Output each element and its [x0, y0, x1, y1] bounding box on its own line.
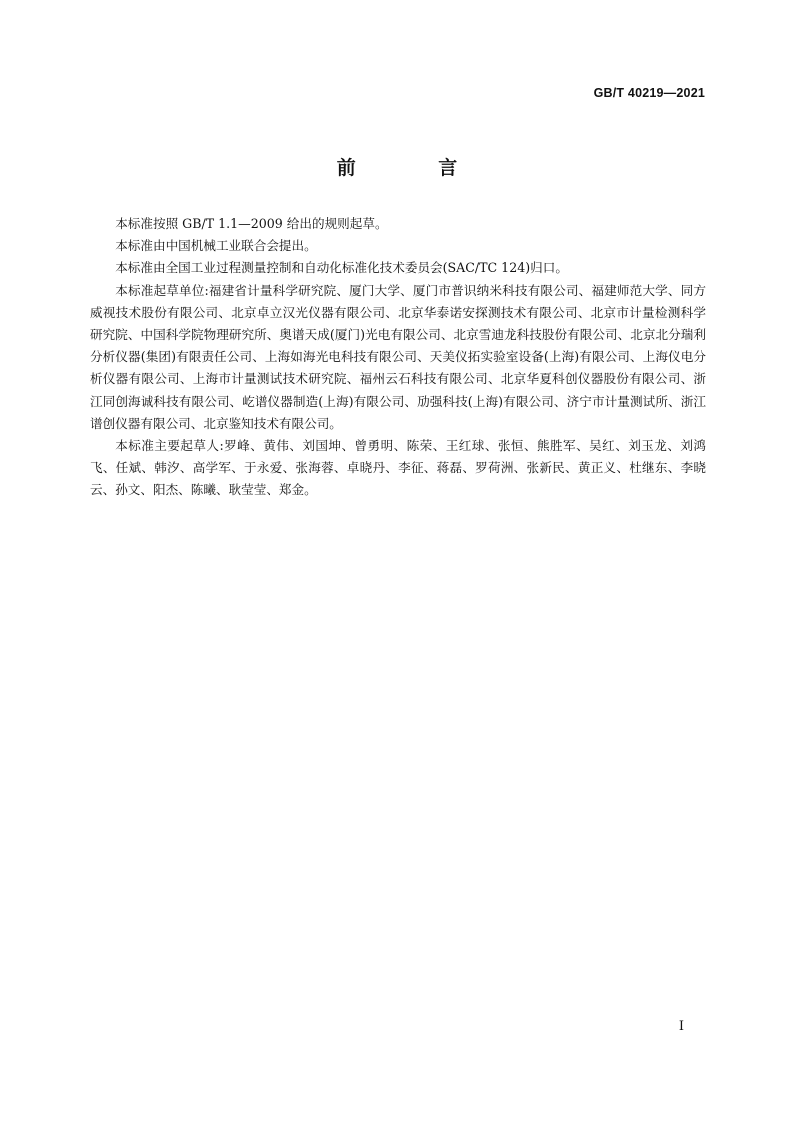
paragraph-drafting-rules: 本标准按照 GB/T 1.1—2009 给出的规则起草。	[115, 216, 388, 231]
page-number: I	[678, 1019, 684, 1034]
foreword-body	[90, 213, 706, 502]
paragraph-proposer: 本标准由中国机械工业联合会提出。	[115, 238, 317, 254]
paragraph-drafting-units: 本标准起草单位:福建省计量科学研究院、厦门大学、厦门市普识纳米科技有限公司、福建师范大学、同方威视技术股份有限公司、北京卓立汉光仪器有限公司、北京华泰诺安探测技术有限公司、北京市计量检测科学研究院、中国科学院物理研究所、奥谱天成(厦门)光电有限公司、北京雪迪龙科技股份有限公司、北京北分瑞利分析仪器(集团)有限责任公司、上海如海光电科技有限公司、天美仪拓实验室设备(上海)有限公司、上海仪电分析仪器有限公司、上海市计量测试技术研究院、福州云石科技有限公司、北京华夏科创仪器股份有限公司、浙江同创海诚科技有限公司、屹谱仪器制造(上海)有限公司、劢强科技(上海)有限公司、济宁市计量测试所、浙江谱创仪器有限公司、北京鉴知技术有限公司。	[90, 282, 706, 431]
paragraph-drafters: 本标准主要起草人:罗峰、黄伟、刘国坤、曾勇明、陈荣、王红球、张恒、熊胜军、吴红、刘玉龙、刘鸿飞、任斌、韩汐、高学军、于永爱、张海蓉、卓晓丹、李征、蒋磊、罗荷洲、张新民、黄正义、杜继东、李晓云、孙文、阳杰、陈曦、耿莹莹、郑金。	[90, 438, 706, 498]
page-title: 前 言	[336, 157, 496, 179]
paragraph-committee: 本标准由全国工业过程测量控制和自动化标准化技术委员会(SAC/TC 124)归口。	[115, 260, 568, 276]
standard-code-header: GB/T 40219—2021	[593, 86, 705, 100]
